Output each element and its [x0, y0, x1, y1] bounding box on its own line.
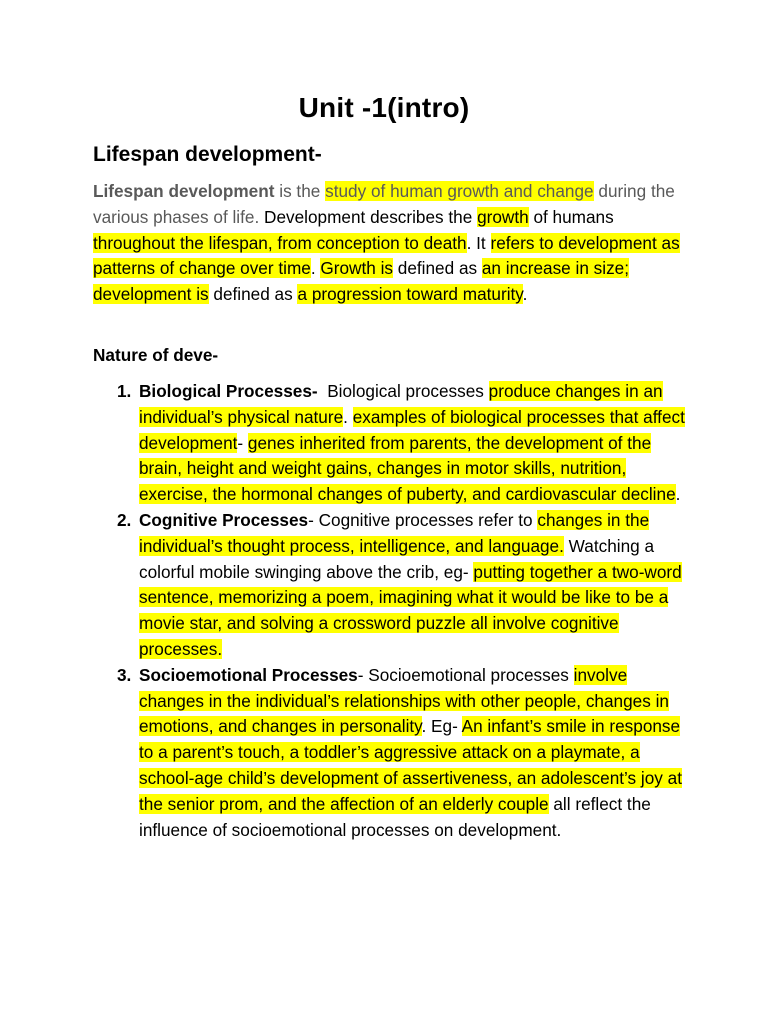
- list-item: [117, 663, 687, 844]
- item-text: all reflect the influence of socioemotional processes on development.: [139, 793, 651, 840]
- intro-paragraph: [93, 179, 683, 308]
- intro-text: during the various phases of life.: [93, 181, 675, 227]
- list-item: [117, 379, 687, 508]
- intro-highlight: Growth is: [320, 258, 393, 279]
- item-title: Cognitive Processes: [139, 509, 309, 530]
- section-heading: Lifespan development-: [93, 143, 322, 166]
- intro-highlight: an increase in size; development is: [93, 258, 630, 305]
- intro-highlight: growth: [477, 206, 529, 227]
- list-number: 1.: [117, 381, 132, 401]
- intro-highlight: study of human growth and change: [325, 181, 594, 201]
- intro-text: defined as: [393, 258, 482, 279]
- item-highlight: An infant’s smile in response to a parent’s touch, a toddler’s aggressive attack on a playmate, a school-age child’s development of assertiveness, an adolescent’s joy at the senior prom, and the affection of an elderly couple: [139, 716, 683, 814]
- intro-text: . It: [466, 232, 491, 253]
- intro-highlight: refers to development as patterns of change over time: [93, 232, 680, 279]
- item-title: Socioemotional Processes: [139, 664, 358, 685]
- item-highlight: produce changes in an individual’s physical nature: [139, 381, 663, 427]
- item-text: .: [675, 484, 681, 505]
- list-number: 2.: [117, 509, 132, 530]
- intro-text: is the: [274, 181, 326, 201]
- item-highlight: examples of biological processes that affect development: [139, 406, 685, 453]
- intro-text: .: [310, 258, 321, 279]
- item-text: -: [237, 432, 248, 453]
- list-number: 3.: [117, 664, 132, 685]
- item-highlight: changes in the individual’s thought process, intelligence, and language.: [139, 509, 650, 556]
- intro-text: Development describes the: [259, 206, 478, 227]
- item-text: .: [343, 406, 353, 427]
- processes-list: [117, 379, 687, 843]
- item-text: - Cognitive processes refer to: [308, 509, 538, 530]
- intro-text: of humans: [528, 206, 614, 227]
- item-text: - Socioemotional processes: [357, 664, 574, 685]
- intro-text: defined as: [208, 284, 298, 305]
- item-highlight: genes inherited from parents, the development of the brain, height and weight gains, changes in motor skills, nutrition, exercise, the hormonal changes of puberty, and cardiovascular decline: [139, 432, 676, 505]
- item-text: . Eg-: [421, 716, 462, 737]
- item-highlight: involve changes in the individual’s relationships with other people, changes in emotions, and changes in personality: [139, 664, 669, 737]
- item-text: Watching a colorful mobile swinging above the crib, eg-: [139, 535, 655, 582]
- list-item: [117, 508, 687, 663]
- item-title: Biological Processes-: [139, 381, 318, 401]
- intro-text: .: [522, 284, 528, 305]
- item-highlight: putting together a two-word sentence, memorizing a poem, imagining what it would be like to be a movie star, and solving a crossword puzzle all involve cognitive processes.: [139, 561, 682, 659]
- page-title: Unit -1(intro): [298, 92, 470, 123]
- nature-heading: Nature of deve-: [93, 345, 219, 365]
- item-text: Biological processes: [317, 381, 489, 401]
- intro-highlight: a progression toward maturity: [297, 284, 523, 305]
- intro-highlight: throughout the lifespan, from conception to death: [93, 232, 467, 253]
- intro-term: Lifespan development: [93, 181, 275, 201]
